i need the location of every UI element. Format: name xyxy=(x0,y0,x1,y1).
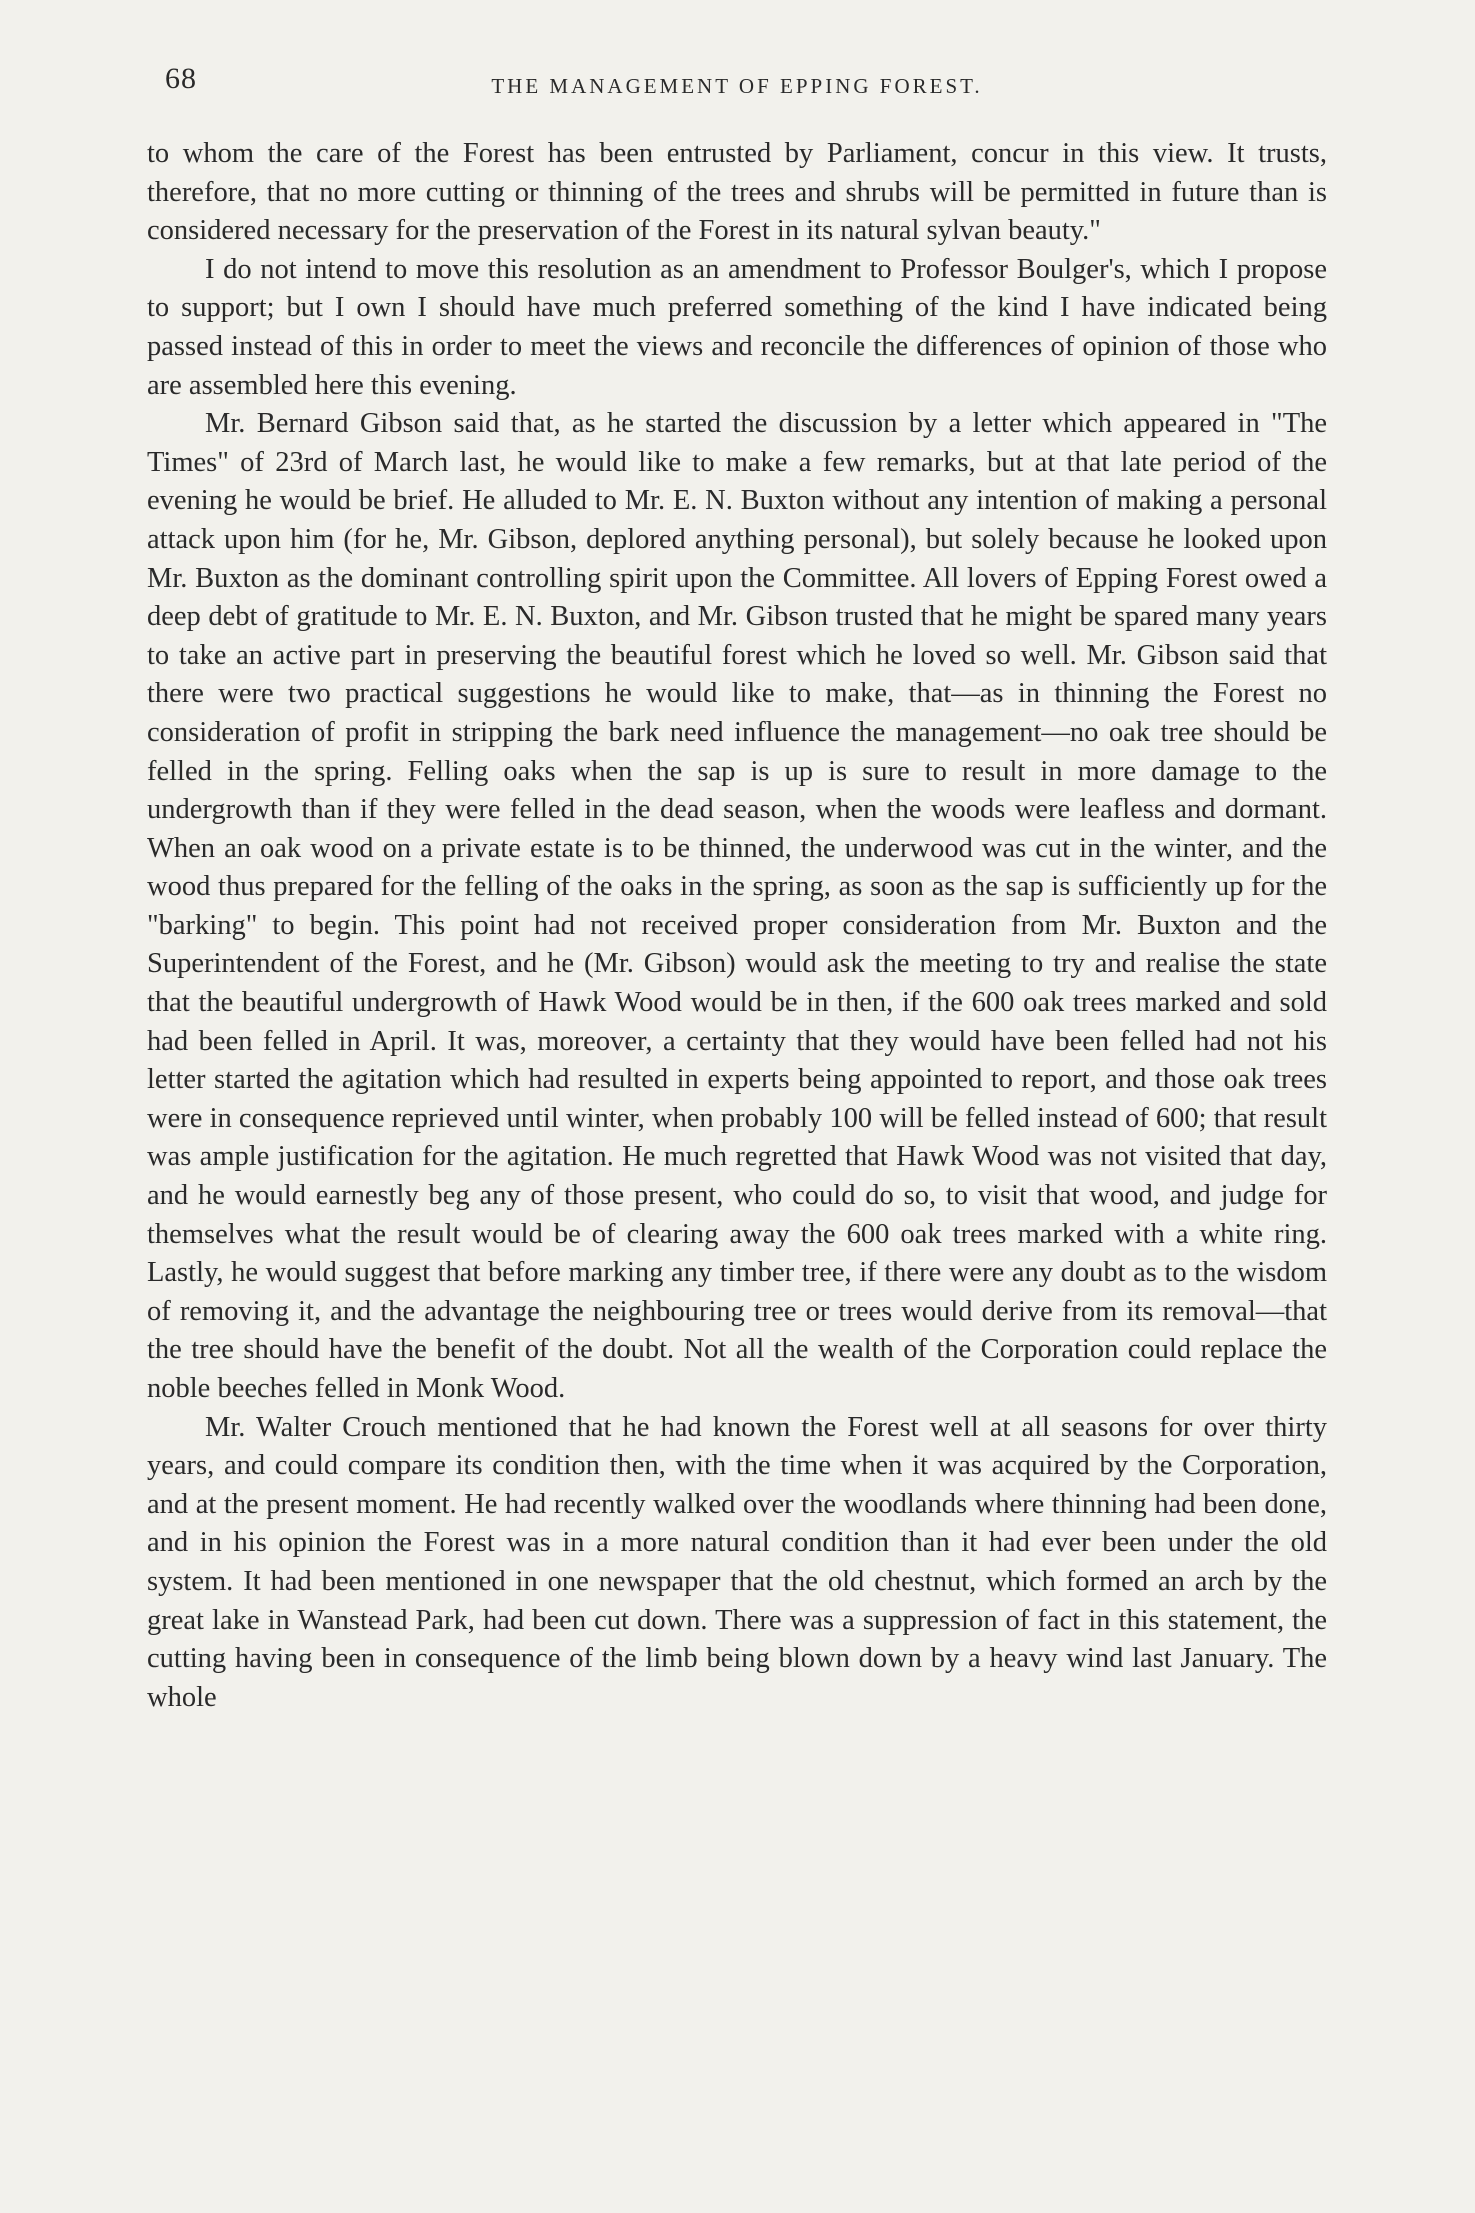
body-text xyxy=(147,135,1327,1717)
paragraph-continuation: to whom the care of the Forest has been entrusted by Parliament, concur in this view. It trusts, therefore, that no more cutting or thinning of the trees and shrubs will be permitted in future than is considered necessary for the preservation of the Forest in its natural sylvan beauty." xyxy=(147,138,1327,247)
paragraph-resolution-note: I do not intend to move this resolution as an amendment to Professor Boulger's, which I propose to support; but I own I should have much preferred something of the kind I have indicated being passed instead of this in order to meet the views and reconcile the differences of opinion of those who are assembled here this evening. xyxy=(147,253,1327,401)
page-header xyxy=(147,62,1327,112)
paragraph-crouch: Mr. Walter Crouch mentioned that he had known the Forest well at all seasons for over thirty years, and could compare its condition then, with the time when it was acquired by the Corporation, and at the present moment. He had recently walked over the woodlands where thinning had been done, and in his opinion the Forest was in a more natural condition than it had ever been under the old system. It had been mentioned in one newspaper that the old chestnut, which formed an arch by the great lake in Wanstead Park, had been cut down. There was a suppression of fact in this statement, the cutting having been in consequence of the limb being blown down by a heavy wind last January. The whole xyxy=(147,1411,1327,1713)
paragraph-gibson: Mr. Bernard Gibson said that, as he started the discussion by a letter which appeared in "The Times" of 23rd of March last, he would like to make a few remarks, but at that late period of the evening he would be brief. He alluded to Mr. E. N. Buxton without any intention of making a personal attack upon him (for he, Mr. Gibson, deplored anything personal), but solely because he looked upon Mr. Buxton as the dominant controlling spirit upon the Committee. All lovers of Epping Forest owed a deep debt of gratitude to Mr. E. N. Buxton, and Mr. Gibson trusted that he might be spared many years to take an active part in preserving the beautiful forest which he loved so well. Mr. Gibson said that there were two practical suggestions he would like to make, that—as in thinning the Forest no consideration of profit in stripping the bark need influence the management—no oak tree should be felled in the spring. Felling oaks when the sap is up is sure to result in more damage to the undergrowth than if they were felled in the dead season, when the woods were leafless and dormant. When an oak wood on a private estate is to be thinned, the underwood was cut in the winter, and the wood thus prepared for the felling of the oaks in the spring, as soon as the sap is sufficiently up for the "barking" to begin. This point had not received proper consideration from Mr. Buxton and the Superintendent of the Forest, and he (Mr. Gibson) would ask the meeting to try and realise the state that the beautiful undergrowth of Hawk Wood would be in then, if the 600 oak trees marked and sold had been felled in April. It was, moreover, a certainty that they would have been felled had not his letter started the agitation which had resulted in experts being appointed to report, and those oak trees were in consequence reprieved until winter, when probably 100 will be felled instead of 600; that result was ample justification for the agitation. He much regretted that Hawk Wood was not visited that day, and he would earnestly beg any of those present, who could do so, to visit that wood, and judge for themselves what the result would be of clearing away the 600 oak trees marked with a white ring. Lastly, he would suggest that before marking any timber tree, if there were any doubt as to the wisdom of removing it, and the advantage the neighbouring tree or trees would derive from its removal—that the tree should have the benefit of the doubt. Not all the wealth of the Corporation could replace the noble beeches felled in Monk Wood. xyxy=(147,408,1327,1404)
page-number: 68 xyxy=(165,62,197,95)
running-title: THE MANAGEMENT OF EPPING FOREST. xyxy=(491,74,983,98)
